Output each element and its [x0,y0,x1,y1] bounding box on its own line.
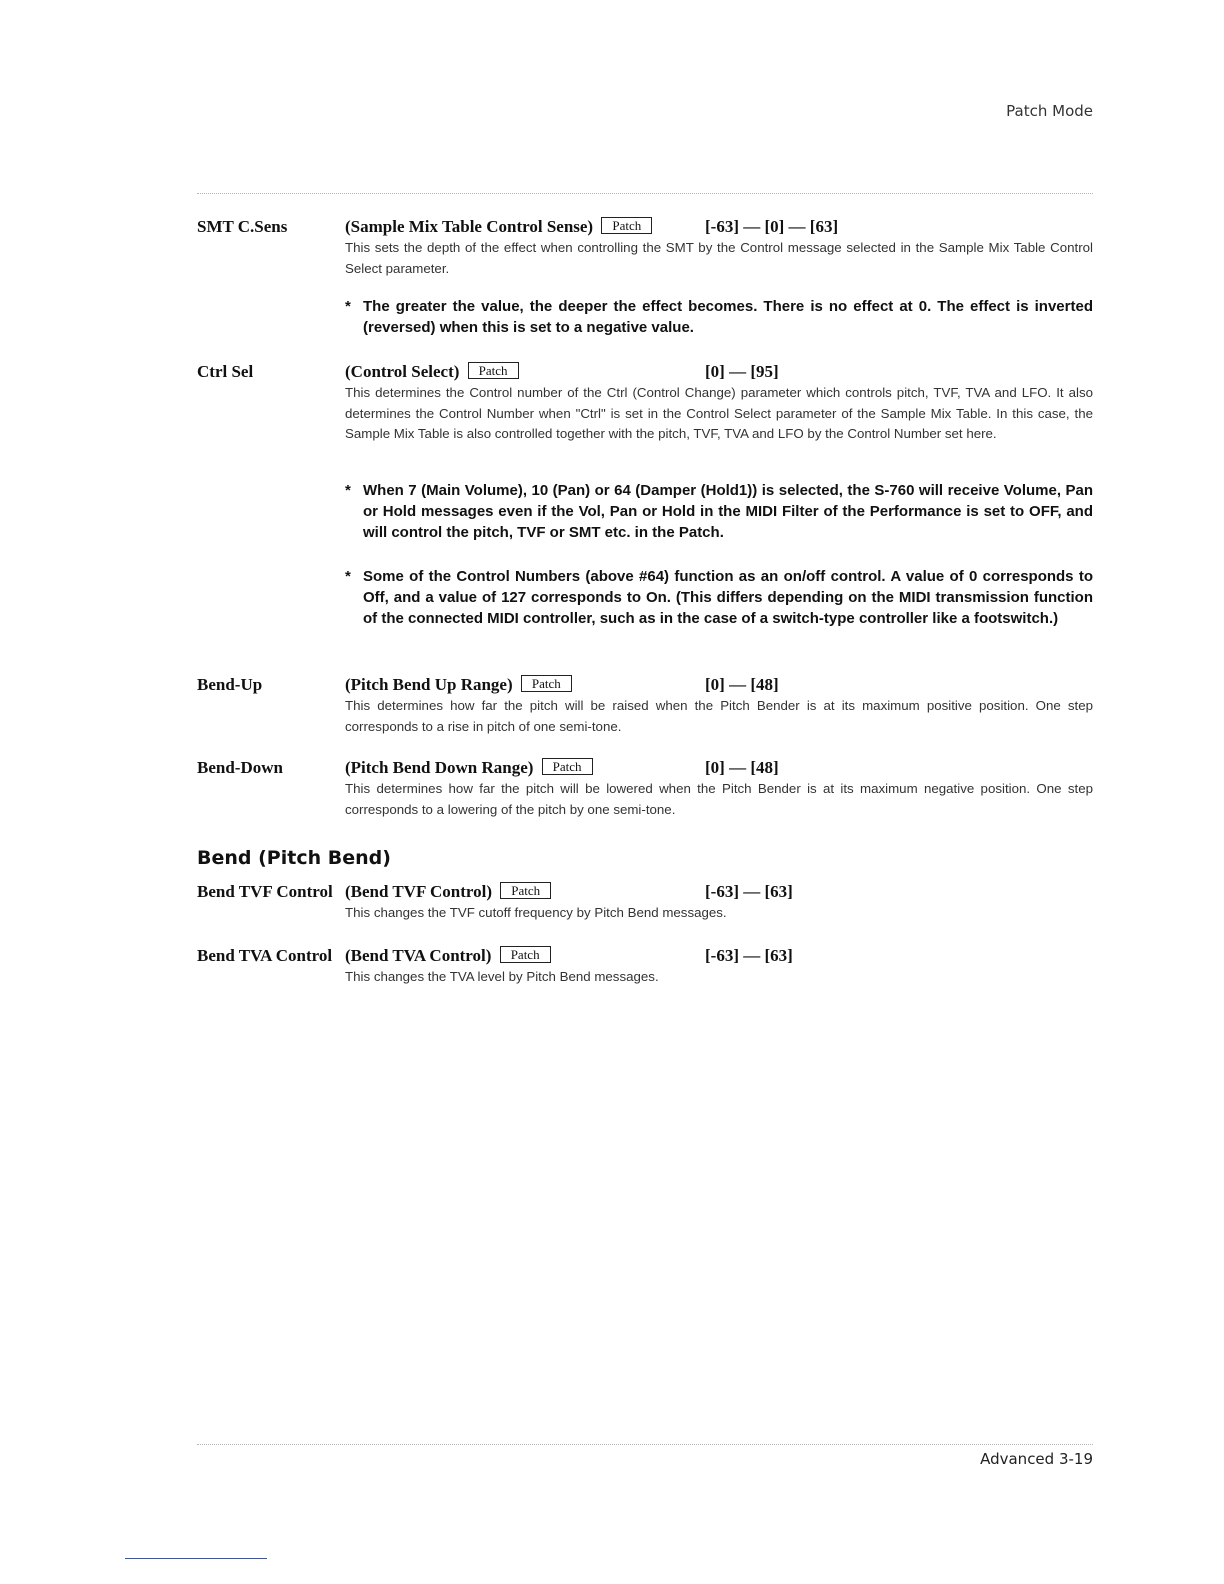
param-description: This changes the TVF cutoff frequency by Pitch Bend messages. [345,905,727,920]
param-description: This determines the Control number of the Ctrl (Control Change) parameter which controls pitch, TVF, TVA and LFO. It also determines the Control Number when "Ctrl" is set in the Control Select parameter of the Sample Mix Table. In this case, the Sample Mix Table is also controlled together with the pitch, TVF, TVA and LFO by the Control Number set here. [345,385,1093,441]
page-footer: Advanced 3-19 [980,1450,1093,1468]
param-description: This sets the depth of the effect when controlling the SMT by the Control message selected in the Sample Mix Table Control Select parameter. [345,240,1093,276]
param-title: (Pitch Bend Up Range) [345,675,513,694]
patch-badge: Patch [521,675,572,692]
param-range: [-63] — [0] — [63] [705,217,839,236]
patch-badge: Patch [500,946,551,963]
patch-badge: Patch [500,882,551,899]
link-underline [125,1558,267,1559]
running-head: Patch Mode [1006,102,1093,120]
param-term: Ctrl Sel [197,362,254,381]
param-term: Bend-Down [197,758,283,777]
param-title: (Sample Mix Table Control Sense) [345,217,594,236]
param-description: This determines how far the pitch will be raised when the Pitch Bender is at its maximum positive position. One step corresponds to a rise in pitch of one semi-tone. [345,698,1093,734]
param-note: * Some of the Control Numbers (above #64) function as an on/off control. A value of 0 corresponds to Off, and a value of 127 corresponds to On. (This differs depending on the MIDI transmission function of the connected MIDI controller, such as in the case of a switch-type controller like a footswitch.) [345,568,1093,627]
patch-badge: Patch [542,758,593,775]
param-heading [345,217,652,237]
param-heading [345,675,572,695]
top-divider [197,193,1093,194]
patch-badge: Patch [601,217,652,234]
param-description: This determines how far the pitch will be lowered when the Pitch Bender is at its maximum negative position. One step corresponds to a lowering of the pitch by one semi-tone. [345,781,1093,817]
param-range: [-63] — [63] [705,882,793,901]
param-term: Bend TVA Control [197,946,333,965]
note-text: When 7 (Main Volume), 10 (Pan) or 64 (Damper (Hold1)) is selected, the S-760 will receive Volume, Pan or Hold messages even if the Vol, Pan or Hold in the MIDI Filter of the Performance is set to OFF, and will control the pitch, TVF or SMT etc. in the Patch. [363,482,1093,541]
param-title: (Bend TVA Control) [345,946,492,965]
param-title: (Bend TVF Control) [345,882,493,901]
param-term: Bend TVF Control [197,882,333,901]
note-text: Some of the Control Numbers (above #64) function as an on/off control. A value of 0 corresponds to Off, and a value of 127 corresponds to On. (This differs depending on the MIDI transmission function of the connected MIDI controller, such as in the case of a switch-type controller like a footswitch.) [363,568,1093,627]
param-heading [345,758,593,778]
param-description: This changes the TVA level by Pitch Bend messages. [345,969,659,984]
param-range: [0] — [48] [705,758,779,777]
section-title: Bend (Pitch Bend) [197,847,391,869]
param-range: [-63] — [63] [705,946,793,965]
param-note: * The greater the value, the deeper the effect becomes. There is no effect at 0. The effect is inverted (reversed) when this is set to a negative value. [345,298,1093,336]
param-title: (Control Select) [345,362,460,381]
param-title: (Pitch Bend Down Range) [345,758,534,777]
param-note: * When 7 (Main Volume), 10 (Pan) or 64 (Damper (Hold1)) is selected, the S-760 will receive Volume, Pan or Hold messages even if the Vol, Pan or Hold in the MIDI Filter of the Performance is set to OFF, and will control the pitch, TVF or SMT etc. in the Patch. [345,482,1093,541]
param-heading [345,362,519,382]
patch-badge: Patch [468,362,519,379]
param-term: SMT C.Sens [197,217,288,236]
note-text: The greater the value, the deeper the effect becomes. There is no effect at 0. The effect is inverted (reversed) when this is set to a negative value. [363,298,1093,336]
param-range: [0] — [95] [705,362,779,381]
param-range: [0] — [48] [705,675,779,694]
param-term: Bend-Up [197,675,263,694]
param-heading [345,946,551,966]
bottom-divider [197,1444,1093,1445]
param-heading [345,882,551,902]
